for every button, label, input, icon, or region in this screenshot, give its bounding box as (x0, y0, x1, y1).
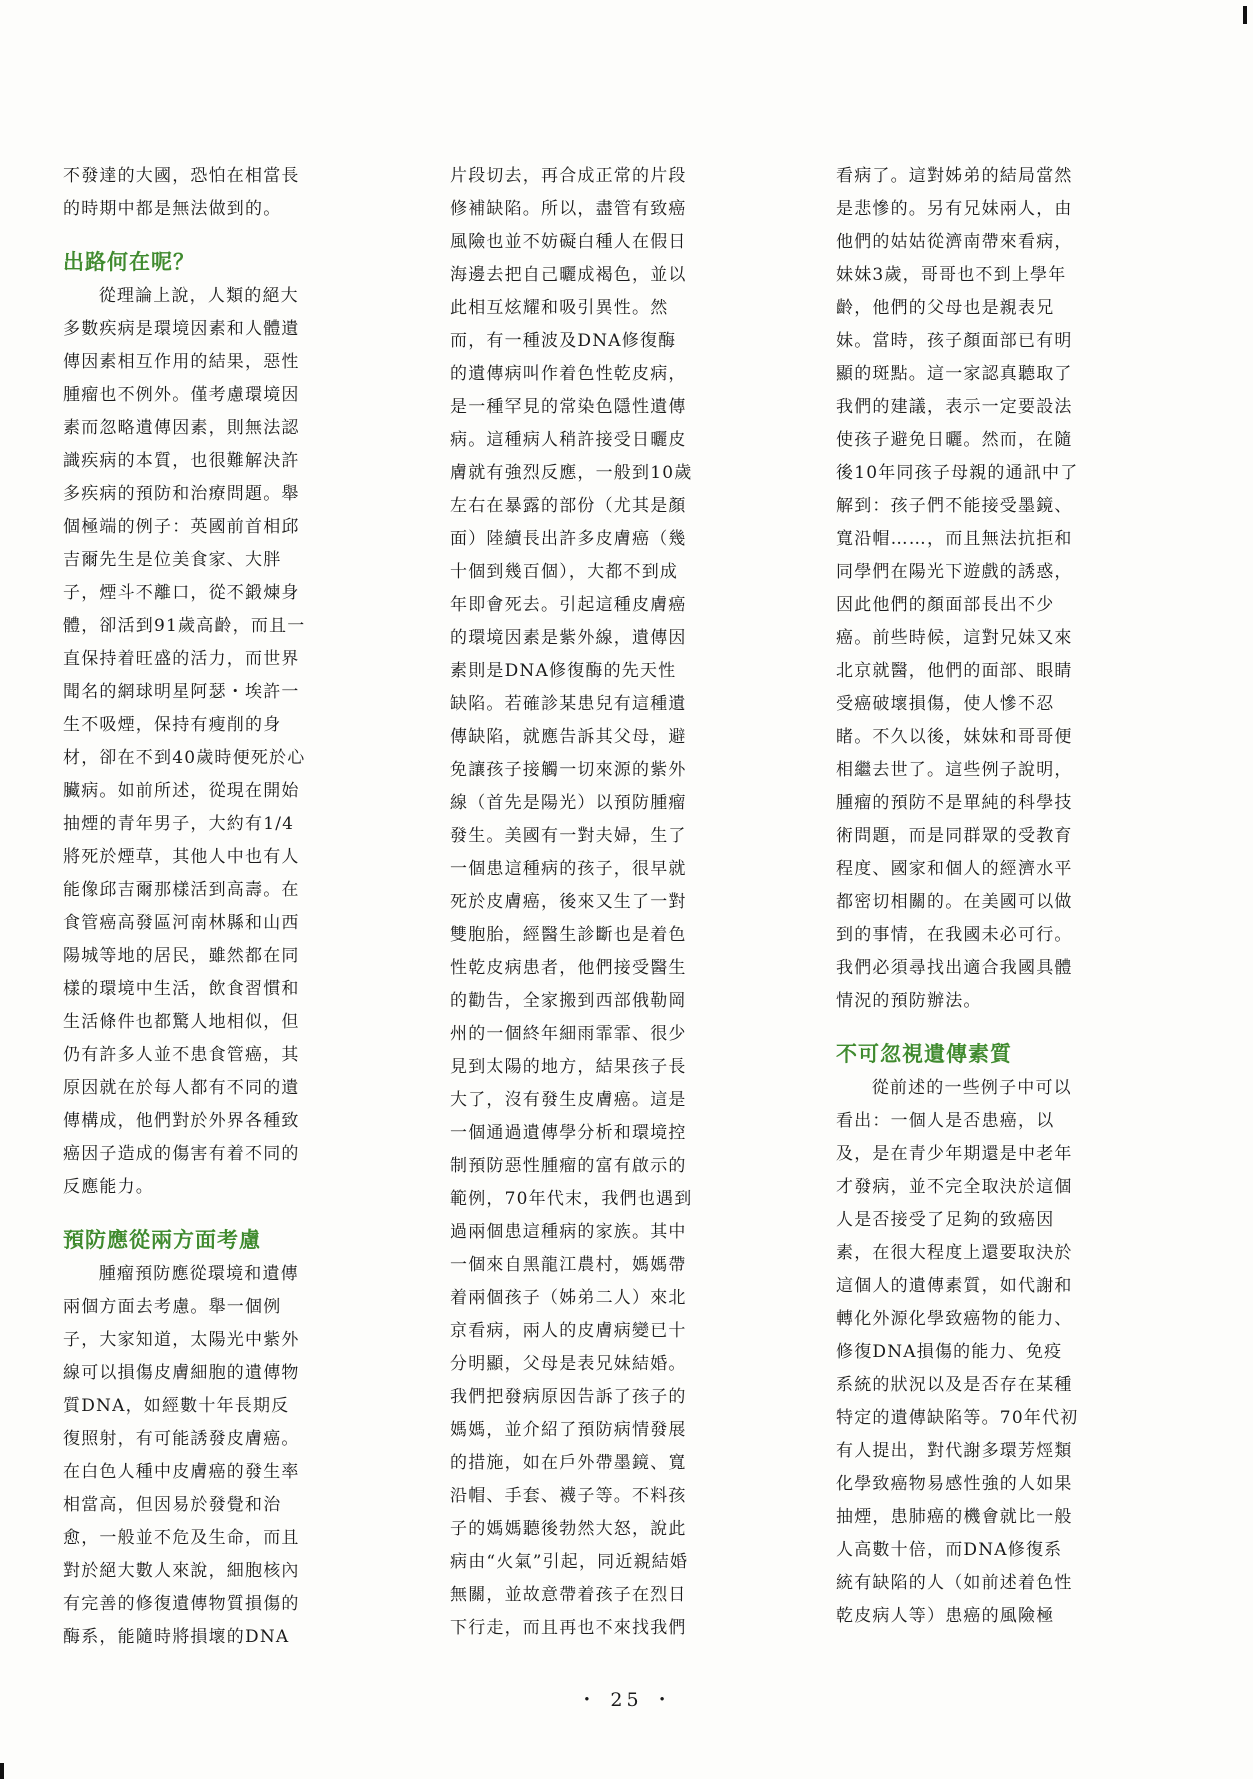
text-line: 修復DNA損傷的能力、免疫 (836, 1342, 1063, 1362)
text-line: 腫瘤也不例外。僅考慮環境因 (63, 385, 300, 405)
paragraph (836, 1072, 1141, 1633)
text-line: 後10年同孩子母親的通訊中了 (836, 463, 1079, 483)
text-line: 生活條件也都驚人地相似，但 (63, 1012, 300, 1032)
text-column-2 (450, 160, 755, 1645)
text-line: 此相互炫耀和吸引異性。然 (450, 298, 669, 318)
text-line: 不發達的大國，恐怕在相當長 (63, 166, 300, 186)
text-line: 妹。當時，孩子顏面部已有明 (836, 331, 1073, 351)
text-line: 是一種罕見的常染色隱性遺傳 (450, 397, 687, 417)
section-heading: 出路何在呢？ (63, 250, 195, 274)
paragraph (836, 160, 1141, 1018)
text-line: 復照射，有可能誘發皮膚癌。 (63, 1429, 300, 1449)
text-line: 相繼去世了。這些例子說明， (836, 760, 1073, 780)
paragraph (450, 160, 755, 1645)
text-line: 海邊去把自己曬成褐色，並以 (450, 265, 687, 285)
text-line: 一個來自黑龍江農村，媽媽帶 (450, 1255, 687, 1275)
text-line: 原因就在於每人都有不同的遺 (63, 1078, 300, 1098)
text-line: 左右在暴露的部份（尤其是顏 (450, 496, 687, 516)
text-line: 病。這種病人稍許接受日曬皮 (450, 430, 687, 450)
text-line: 人是否接受了足夠的致癌因 (836, 1210, 1055, 1230)
text-line: 腫瘤的預防不是單純的科學技 (836, 793, 1073, 813)
text-line: 面）陸續長出許多皮膚癌（幾 (450, 529, 687, 549)
text-line: 妹妹3歲，哥哥也不到上學年 (836, 265, 1067, 285)
text-line: 年即會死去。引起這種皮膚癌 (450, 595, 687, 615)
text-line: 從前述的一些例子中可以 (871, 1078, 1072, 1098)
text-line: 使孩子避免日曬。然而，在隨 (836, 430, 1073, 450)
text-line: 直保持着旺盛的活力，而世界 (63, 649, 300, 669)
text-line: 能像邱吉爾那樣活到高壽。在 (63, 880, 300, 900)
text-line: 傳因素相互作用的結果，惡性 (63, 352, 300, 372)
text-line: 我們把發病原因告訴了孩子的 (450, 1387, 687, 1407)
text-line: 術問題，而是同群眾的受教育 (836, 826, 1073, 846)
text-line: 死於皮膚癌，後來又生了一對 (450, 892, 687, 912)
text-line: 沿帽、手套、襪子等。不料孩 (450, 1486, 687, 1506)
text-line: 有人提出，對代謝多環芳烴類 (836, 1441, 1073, 1461)
text-line: 我們必須尋找出適合我國具體 (836, 958, 1073, 978)
text-line: 缺陷。若確診某患兒有這種遺 (450, 694, 687, 714)
text-line: 因此他們的顏面部長出不少 (836, 595, 1055, 615)
text-line: 發生。美國有一對夫婦，生了 (450, 826, 687, 846)
text-line: 的遺傳病叫作着色性乾皮病， (450, 364, 687, 384)
paragraph (63, 280, 368, 1204)
text-line: 線（首先是陽光）以預防腫瘤 (450, 793, 687, 813)
text-line: 素，在很大程度上還要取決於 (836, 1243, 1073, 1263)
text-line: 程度、國家和個人的經濟水平 (836, 859, 1073, 879)
text-line: 對於絕大數人來說，細胞核內 (63, 1561, 300, 1581)
text-line: 子，煙斗不離口，從不鍛煉身 (63, 583, 300, 603)
text-line: 看病了。這對姊弟的結局當然 (836, 166, 1073, 186)
text-line: 仍有許多人並不患食管癌，其 (63, 1045, 300, 1065)
text-line: 識疾病的本質，也很難解決許 (63, 451, 300, 471)
text-line: 媽媽，並介紹了預防病情發展 (450, 1420, 687, 1440)
section-heading: 預防應從兩方面考慮 (63, 1228, 261, 1252)
text-line: 顯的斑點。這一家認真聽取了 (836, 364, 1073, 384)
text-line: 這個人的遺傳素質，如代謝和 (836, 1276, 1073, 1296)
text-line: 性乾皮病患者，他們接受醫生 (450, 958, 687, 978)
text-line: 子，大家知道，太陽光中紫外 (63, 1330, 300, 1350)
text-line: 到的事情，在我國未必可行。 (836, 925, 1073, 945)
text-column-3 (836, 160, 1141, 1633)
text-line: 大了，沒有發生皮膚癌。這是 (450, 1090, 687, 1110)
text-line: 兩個方面去考慮。舉一個例 (63, 1297, 282, 1317)
text-line: 的時期中都是無法做到的。 (63, 199, 282, 219)
text-line: 的措施，如在戶外帶墨鏡、寬 (450, 1453, 687, 1473)
text-line: 才發病，並不完全取決於這個 (836, 1177, 1073, 1197)
scan-edge-mark (1243, 6, 1247, 24)
text-line: 陽城等地的居民，雖然都在同 (63, 946, 300, 966)
text-line: 病由“火氣”引起，同近親結婚 (450, 1552, 689, 1572)
text-line: 臟病。如前所述，從現在開始 (63, 781, 300, 801)
section-heading: 不可忽視遺傳素質 (836, 1042, 1012, 1066)
text-line: 一個患這種病的孩子，很早就 (450, 859, 687, 879)
paragraph (63, 1258, 368, 1654)
scan-edge-mark (0, 1763, 4, 1779)
text-line: 的勸告，全家搬到西部俄勒岡 (450, 991, 687, 1011)
text-line: 分明顯，父母是表兄妹結婚。 (450, 1354, 687, 1374)
text-line: 吉爾先生是位美食家、大胖 (63, 550, 282, 570)
text-line: 我們的建議，表示一定要設法 (836, 397, 1073, 417)
text-line: 雙胞胎，經醫生診斷也是着色 (450, 925, 687, 945)
text-line: 特定的遺傳缺陷等。70年代初 (836, 1408, 1079, 1428)
text-line: 及，是在青少年期還是中老年 (836, 1144, 1073, 1164)
text-line: 抽煙，患肺癌的機會就比一般 (836, 1507, 1073, 1527)
text-line: 酶系，能隨時將損壞的DNA (63, 1627, 290, 1647)
text-line: 腫瘤預防應從環境和遺傳 (98, 1264, 299, 1284)
text-line: 素而忽略遺傳因素，則無法認 (63, 418, 300, 438)
text-line: 無關，並故意帶着孩子在烈日 (450, 1585, 687, 1605)
text-line: 個極端的例子：英國前首相邱 (63, 517, 300, 537)
text-line: 同學們在陽光下遊戲的誘惑， (836, 562, 1073, 582)
text-line: 是悲慘的。另有兄妹兩人，由 (836, 199, 1073, 219)
text-line: 乾皮病人等）患癌的風險極 (836, 1606, 1055, 1626)
text-line: 修補缺陷。所以，盡管有致癌 (450, 199, 687, 219)
text-line: 從理論上說，人類的絕大 (98, 286, 299, 306)
text-line: 見到太陽的地方，結果孩子長 (450, 1057, 687, 1077)
text-line: 都密切相關的。在美國可以做 (836, 892, 1073, 912)
text-column-1 (63, 160, 368, 1654)
text-line: 素則是DNA修復酶的先天性 (450, 661, 677, 681)
text-line: 食管癌高發區河南林縣和山西 (63, 913, 300, 933)
section-gap (63, 1204, 368, 1222)
text-line: 人高數十倍，而DNA修復系 (836, 1540, 1063, 1560)
text-line: 體，卻活到91歲高齡，而且一 (63, 616, 306, 636)
text-line: 傳缺陷，就應告訴其父母，避 (450, 727, 687, 747)
text-line: 有完善的修復遺傳物質損傷的 (63, 1594, 300, 1614)
text-line: 樣的環境中生活，飲食習慣和 (63, 979, 300, 999)
text-line: 片段切去，再合成正常的片段 (450, 166, 687, 186)
text-line: 多疾病的預防和治療問題。舉 (63, 484, 300, 504)
text-line: 在白色人種中皮膚癌的發生率 (63, 1462, 300, 1482)
text-line: 癌因子造成的傷害有着不同的 (63, 1144, 300, 1164)
text-line: 材，卻在不到40歲時便死於心 (63, 748, 306, 768)
text-line: 系統的狀況以及是否存在某種 (836, 1375, 1073, 1395)
text-line: 制預防惡性腫瘤的富有啟示的 (450, 1156, 687, 1176)
text-line: 京看病，兩人的皮膚病變已十 (450, 1321, 687, 1341)
text-line: 傳構成，他們對於外界各種致 (63, 1111, 300, 1131)
section-gap (63, 226, 368, 244)
text-line: 愈，一般並不危及生命，而且 (63, 1528, 300, 1548)
text-line: 他們的姑姑從濟南帶來看病， (836, 232, 1073, 252)
text-line: 十個到幾百個），大都不到成 (450, 562, 679, 582)
text-line: 北京就醫，他們的面部、眼睛 (836, 661, 1073, 681)
text-line: 寬沿帽……，而且無法抗拒和 (836, 529, 1073, 549)
text-line: 膚就有強烈反應，一般到10歲 (450, 463, 693, 483)
text-line: 生不吸煙，保持有瘦削的身 (63, 715, 282, 735)
text-line: 州的一個終年細雨霏霏、很少 (450, 1024, 687, 1044)
text-line: 過兩個患這種病的家族。其中 (450, 1222, 687, 1242)
text-line: 統有缺陷的人（如前述着色性 (836, 1573, 1073, 1593)
text-line: 看出：一個人是否患癌，以 (836, 1111, 1055, 1131)
text-line: 免讓孩子接觸一切來源的紫外 (450, 760, 687, 780)
text-line: 着兩個孩子（姊弟二人）來北 (450, 1288, 687, 1308)
text-line: 化學致癌物易感性強的人如果 (836, 1474, 1073, 1494)
text-line: 解到：孩子們不能接受墨鏡、 (836, 496, 1073, 516)
text-line: 轉化外源化學致癌物的能力、 (836, 1309, 1073, 1329)
text-line: 相當高，但因易於發覺和治 (63, 1495, 282, 1515)
text-line: 範例，70年代末，我們也遇到 (450, 1189, 693, 1209)
paragraph (63, 160, 368, 226)
text-line: 將死於煙草，其他人中也有人 (63, 847, 300, 867)
section-gap (836, 1018, 1141, 1036)
text-line: 癌。前些時候，這對兄妹又來 (836, 628, 1073, 648)
text-line: 線可以損傷皮膚細胞的遺傳物 (63, 1363, 300, 1383)
text-line: 風險也並不妨礙白種人在假日 (450, 232, 687, 252)
text-line: 反應能力。 (63, 1177, 154, 1197)
text-line: 下行走，而且再也不來找我們 (450, 1618, 687, 1638)
text-line: 抽煙的青年男子，大約有1/4 (63, 814, 295, 834)
text-line: 齡，他們的父母也是親表兄 (836, 298, 1055, 318)
text-line: 受癌破壞損傷，使人慘不忍 (836, 694, 1055, 714)
text-line: 子的媽媽聽後勃然大怒，說此 (450, 1519, 687, 1539)
text-line: 的環境因素是紫外線，遺傳因 (450, 628, 687, 648)
text-line: 聞名的網球明星阿瑟・埃許一 (63, 682, 300, 702)
text-line: 而，有一種波及DNA修復酶 (450, 331, 677, 351)
text-line: 多數疾病是環境因素和人體遺 (63, 319, 300, 339)
page-number: ・ 25 ・ (577, 1689, 676, 1711)
text-line: 一個通過遺傳學分析和環境控 (450, 1123, 687, 1143)
text-line: 質DNA，如經數十年長期反 (63, 1396, 290, 1416)
text-line: 情況的預防辦法。 (836, 991, 982, 1011)
text-line: 睹。不久以後，妹妹和哥哥便 (836, 727, 1073, 747)
